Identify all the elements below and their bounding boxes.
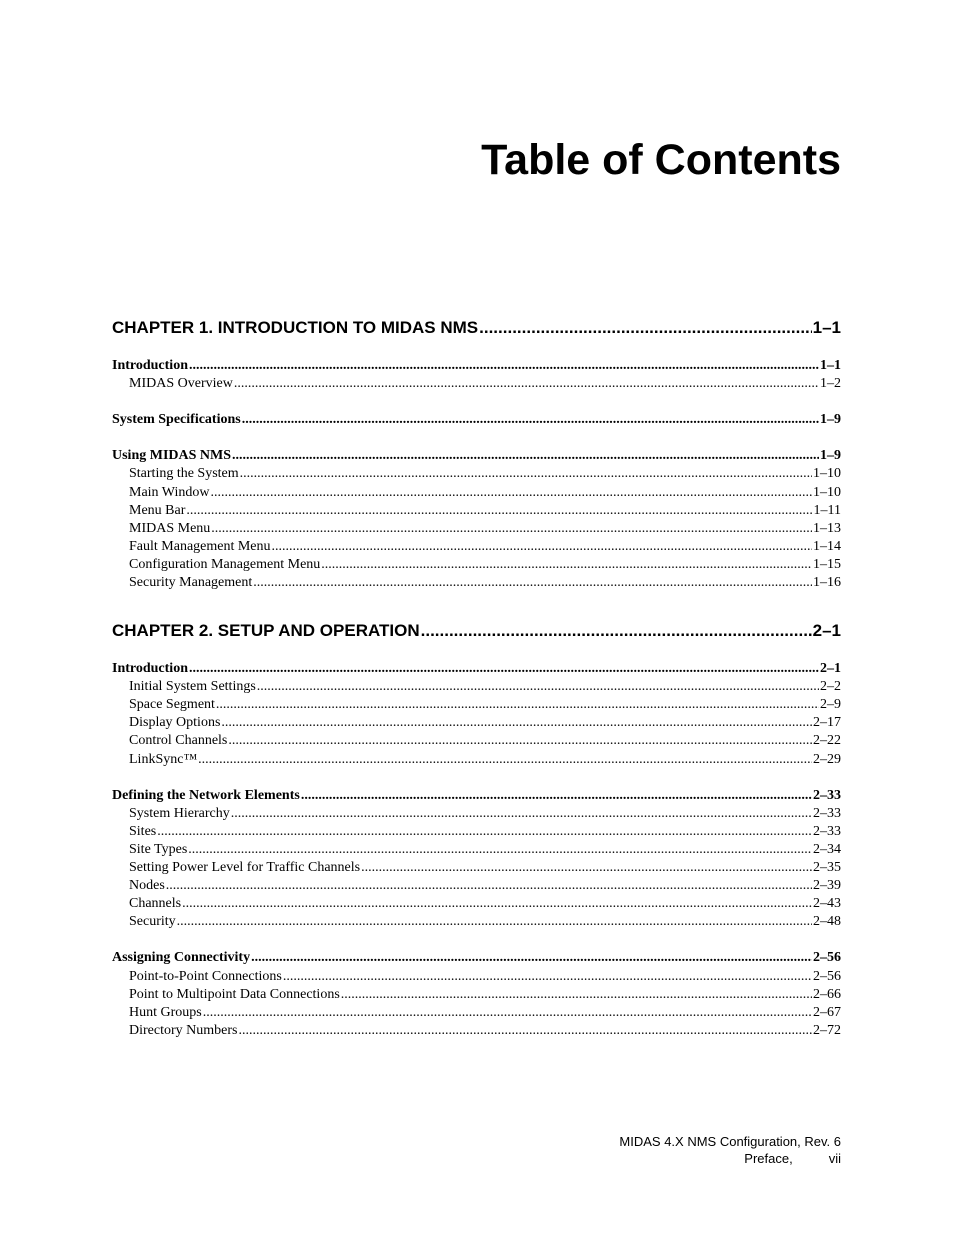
toc-entry-page: 2–33 <box>813 823 841 839</box>
toc-leader <box>238 1022 812 1040</box>
toc-entry-label: Nodes <box>129 878 165 894</box>
toc-leader <box>301 787 812 805</box>
toc-section-label: Assigning Connectivity <box>112 950 251 966</box>
toc-leader <box>210 484 812 502</box>
toc-entry-label: Menu Bar <box>129 502 186 518</box>
toc-leader <box>198 751 812 769</box>
toc-entry-page: 1–11 <box>813 502 841 518</box>
toc-leader <box>242 411 819 429</box>
toc-entry[interactable] <box>112 465 841 483</box>
toc-entry-page: 1–10 <box>813 484 841 500</box>
toc-section-page: 2–1 <box>820 661 841 676</box>
toc-entry-label: Security Management <box>129 575 253 590</box>
toc-entry-label: Starting the System <box>129 466 239 482</box>
toc-entry-page: 2–48 <box>813 914 841 930</box>
toc-entry-label: Sites <box>129 823 157 839</box>
toc-chapter-label: CHAPTER 2. SETUP AND OPERATION <box>112 621 420 640</box>
toc-entry[interactable] <box>112 484 841 502</box>
toc-section[interactable] <box>112 357 841 375</box>
toc-leader <box>240 465 812 483</box>
toc-chapter-page: 2–1 <box>812 621 841 640</box>
toc-chapter-label: CHAPTER 1. INTRODUCTION TO MIDAS NMS <box>112 318 479 337</box>
toc-leader <box>272 538 812 556</box>
toc-section-page: 2–33 <box>813 787 841 803</box>
toc-entry-page: 1–2 <box>820 376 841 392</box>
toc-entry[interactable] <box>112 538 841 556</box>
toc-entry[interactable] <box>112 574 841 592</box>
toc-leader <box>189 660 819 678</box>
toc-entry-page: 2–17 <box>813 715 841 731</box>
toc-section-label: Introduction <box>112 358 188 373</box>
toc-entry-label: Display Options <box>129 715 221 731</box>
toc-leader <box>157 823 812 841</box>
toc-section[interactable] <box>112 949 841 967</box>
toc-leader <box>251 949 812 967</box>
toc-entry[interactable] <box>112 520 841 538</box>
toc-chapter-page: 1–1 <box>812 318 841 337</box>
toc-section[interactable] <box>112 787 841 805</box>
toc-section-page: 1–9 <box>820 412 841 428</box>
toc-entry[interactable] <box>112 502 841 520</box>
toc-leader <box>234 375 819 393</box>
toc-entry-page: 2–33 <box>813 805 841 821</box>
toc-leader <box>177 913 812 931</box>
toc-leader <box>253 574 812 592</box>
toc-leader <box>182 895 812 913</box>
toc-entry[interactable] <box>112 805 841 823</box>
toc-leader <box>257 678 819 696</box>
toc-entry-page: 1–13 <box>813 520 841 536</box>
toc-entry-label: Main Window <box>129 484 210 500</box>
toc-entry-label: MIDAS Overview <box>129 376 233 392</box>
toc-section-label: Using MIDAS NMS <box>112 448 232 464</box>
toc-entry-label: Point-to-Point Connections <box>129 968 282 984</box>
toc-entry-label: Channels <box>129 896 182 912</box>
toc-leader <box>341 986 812 1004</box>
footer-page-info <box>619 1150 841 1167</box>
toc-entry[interactable] <box>112 375 841 393</box>
toc-section-page: 1–1 <box>820 358 841 373</box>
toc-entry-label: System Hierarchy <box>129 805 230 821</box>
footer-document-title: MIDAS 4.X NMS Configuration, Rev. 6 <box>619 1134 841 1149</box>
toc-entry-page: 2–66 <box>813 986 841 1002</box>
toc-entry[interactable] <box>112 913 841 931</box>
toc-leader <box>216 696 819 714</box>
toc-leader <box>361 859 812 877</box>
toc-entry-label: Fault Management Menu <box>129 538 271 554</box>
toc-section-label: System Specifications <box>112 412 241 428</box>
toc-section-label: Introduction <box>112 661 188 676</box>
toc-entry[interactable] <box>112 1004 841 1022</box>
toc-leader <box>232 447 819 465</box>
toc-entry[interactable] <box>112 751 841 769</box>
toc-entry-page: 1–10 <box>813 466 841 482</box>
toc-entry-page: 2–39 <box>813 878 841 894</box>
toc-entry-page: 1–16 <box>813 575 841 590</box>
toc-entry[interactable] <box>112 841 841 859</box>
page-title: Table of Contents <box>481 136 841 184</box>
toc-section-page: 2–56 <box>813 950 841 966</box>
toc-entry-page: 2–43 <box>813 896 841 912</box>
toc-chapter-2[interactable] <box>112 620 841 642</box>
footer-section: Preface, <box>744 1151 793 1166</box>
toc-leader <box>321 556 812 574</box>
toc-entry-page: 2–72 <box>813 1022 841 1038</box>
toc-entry[interactable] <box>112 714 841 732</box>
toc-entry[interactable] <box>112 895 841 913</box>
toc-leader <box>203 1004 812 1022</box>
toc-chapter-1[interactable] <box>112 317 841 339</box>
toc-leader <box>231 805 812 823</box>
toc-entry[interactable] <box>112 986 841 1004</box>
toc-entry-label: Site Types <box>129 841 188 857</box>
toc-entry-label: Initial System Settings <box>129 679 256 695</box>
toc-entry-page: 2–2 <box>820 679 841 695</box>
toc-entry[interactable] <box>112 732 841 750</box>
toc-entry[interactable] <box>112 696 841 714</box>
toc-leader <box>421 620 812 642</box>
toc-leader <box>283 968 812 986</box>
toc-entry-label: Directory Numbers <box>129 1022 238 1038</box>
page-footer <box>619 1133 841 1167</box>
toc-section[interactable] <box>112 660 841 678</box>
toc-entry-label: Setting Power Level for Traffic Channels <box>129 860 361 875</box>
toc-entry-page: 1–15 <box>813 556 841 572</box>
footer-page-number: vii <box>828 1151 841 1166</box>
toc-entry[interactable] <box>112 968 841 986</box>
toc-entry-label: Security <box>129 914 176 930</box>
toc-entry-page: 2–56 <box>813 968 841 984</box>
toc-entry[interactable] <box>112 556 841 574</box>
toc-leader <box>221 714 812 732</box>
toc-entry-page: 1–14 <box>813 538 841 554</box>
toc-entry-label: Point to Multipoint Data Connections <box>129 986 340 1002</box>
toc-section-label: Defining the Network Elements <box>112 787 300 803</box>
toc-entry[interactable] <box>112 877 841 895</box>
toc-entry-label: Control Channels <box>129 733 228 749</box>
toc-entry-page: 2–29 <box>813 751 841 767</box>
toc-entry[interactable] <box>112 678 841 696</box>
toc-entry-label: Hunt Groups <box>129 1004 202 1020</box>
toc-leader <box>479 317 811 339</box>
toc-entry-label: MIDAS Menu <box>129 520 211 536</box>
toc-leader <box>188 841 812 859</box>
toc-leader <box>186 502 812 520</box>
toc-entry-label: Configuration Management Menu <box>129 556 321 572</box>
toc-entry-page: 2–67 <box>813 1004 841 1020</box>
toc-leader <box>228 732 812 750</box>
toc-section[interactable] <box>112 411 841 429</box>
toc-entry-page: 2–34 <box>813 841 841 857</box>
toc-entry-page: 2–35 <box>813 860 841 875</box>
toc-section-page: 1–9 <box>820 448 841 464</box>
toc-leader <box>189 357 819 375</box>
toc-entry[interactable] <box>112 823 841 841</box>
toc-entry[interactable] <box>112 859 841 877</box>
toc-entry-label: LinkSync™ <box>129 751 198 767</box>
toc-entry-page: 2–22 <box>813 733 841 749</box>
toc-leader <box>211 520 812 538</box>
toc-leader <box>166 877 812 895</box>
toc-section[interactable] <box>112 447 841 465</box>
toc-entry-label: Space Segment <box>129 697 215 713</box>
toc-entry-page: 2–9 <box>820 697 841 713</box>
toc-entry[interactable] <box>112 1022 841 1040</box>
